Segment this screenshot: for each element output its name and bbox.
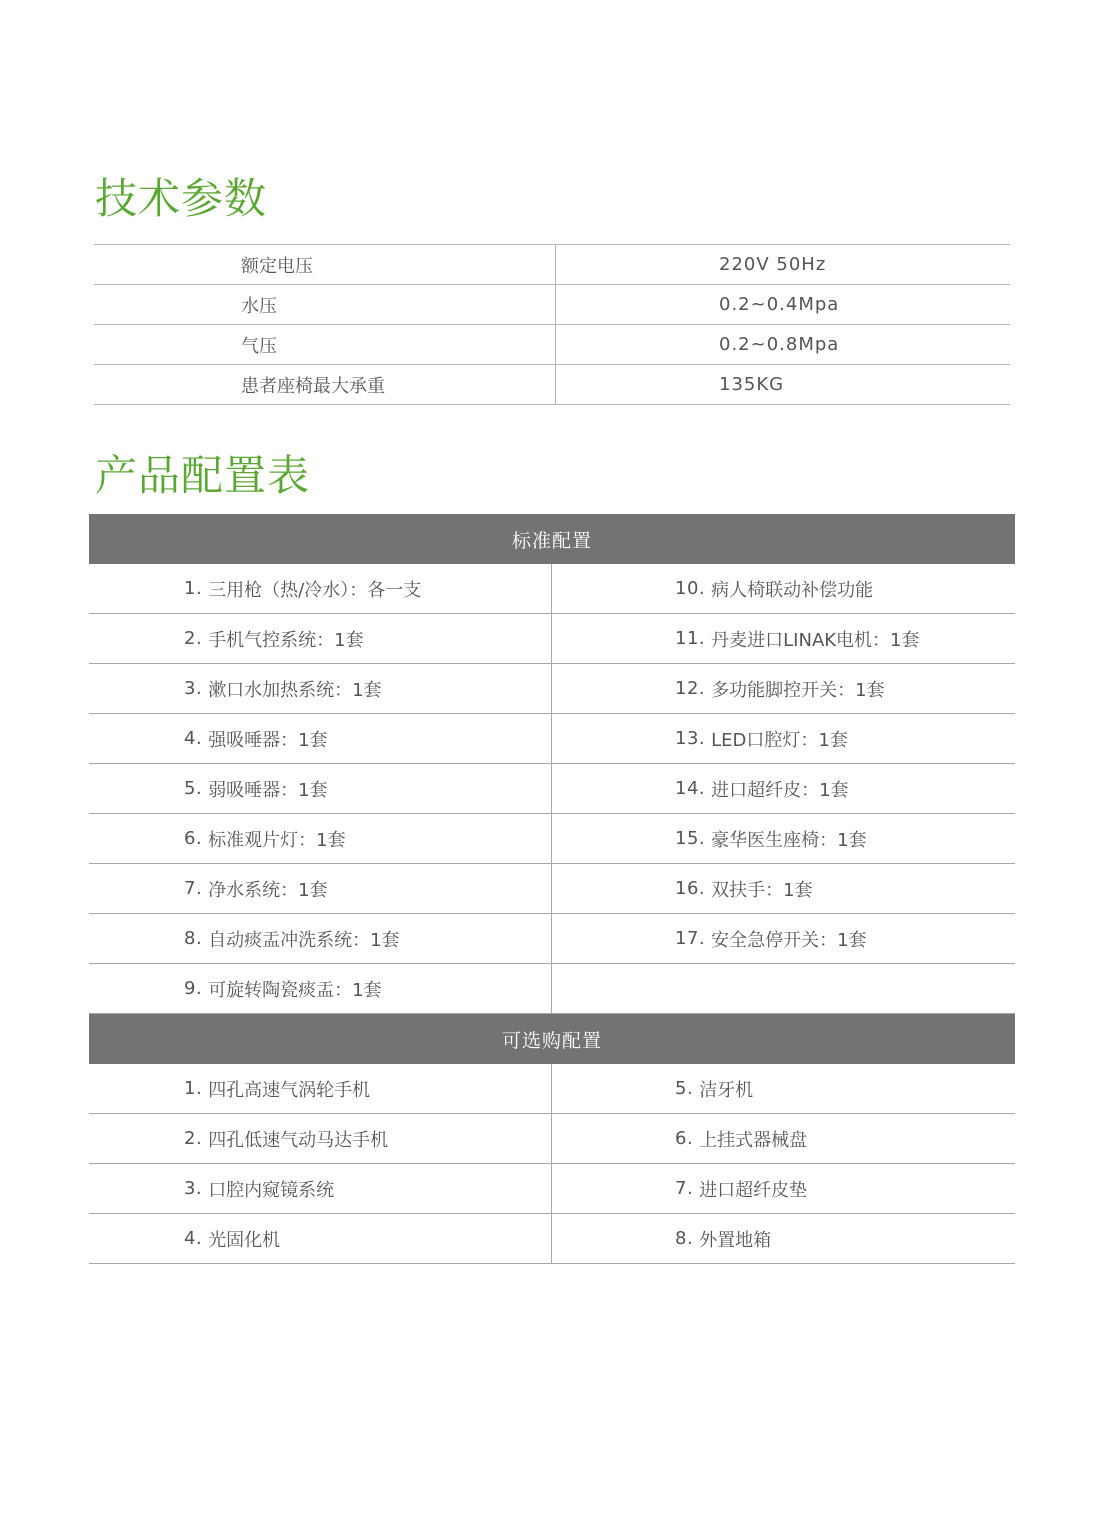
config-item-right (552, 1214, 1015, 1263)
config-item-right (552, 764, 1015, 813)
config-row (89, 1164, 1015, 1214)
optional-config-rows (89, 1064, 1015, 1264)
spec-value: 0.2~0.8Mpa (719, 334, 840, 355)
item-text: 可旋转陶瓷痰盂：1套 (208, 979, 382, 1001)
config-item-left (89, 764, 552, 813)
item-text: 手机气控系统：1套 (208, 629, 364, 651)
config-item-left (89, 714, 552, 763)
item-text: 进口超纤皮垫 (699, 1179, 808, 1201)
config-row (89, 764, 1015, 814)
item-number: 12. (675, 678, 706, 699)
item-number: 10. (675, 578, 706, 599)
item-text: 外置地箱 (699, 1229, 772, 1251)
config-row (89, 1064, 1015, 1114)
item-text: 病人椅联动补偿功能 (711, 579, 874, 601)
item-number: 3. (184, 1178, 203, 1199)
item-number: 5. (184, 778, 203, 799)
item-text: 四孔低速气动马达手机 (208, 1129, 389, 1151)
spec-value: 135KG (719, 374, 785, 395)
config-item-left (89, 914, 552, 963)
item-number: 2. (184, 628, 203, 649)
item-number: 7. (675, 1178, 694, 1199)
config-item-left (89, 864, 552, 913)
item-text: LED口腔灯：1套 (711, 729, 848, 751)
item-text: 强吸唾器：1套 (208, 729, 328, 751)
item-text: 三用枪（热/冷水）：各一支 (208, 579, 422, 601)
item-text: 双扶手：1套 (711, 879, 813, 901)
config-item-right (552, 1114, 1015, 1163)
config-row (89, 564, 1015, 614)
optional-config-header: 可选购配置 (89, 1014, 1015, 1064)
item-text: 多功能脚控开关：1套 (711, 679, 885, 701)
item-number: 6. (184, 828, 203, 849)
item-number: 17. (675, 928, 706, 949)
item-number: 16. (675, 878, 706, 899)
item-text: 安全急停开关：1套 (711, 929, 867, 951)
config-row (89, 714, 1015, 764)
config-item-right (552, 614, 1015, 663)
item-number: 11. (675, 628, 706, 649)
config-row (89, 864, 1015, 914)
item-number: 4. (184, 1228, 203, 1249)
item-number: 7. (184, 878, 203, 899)
item-text: 上挂式器械盘 (699, 1129, 808, 1151)
item-text: 口腔内窥镜系统 (208, 1179, 335, 1201)
item-text: 丹麦进口LINAK电机：1套 (711, 629, 920, 651)
config-item-right (552, 964, 1015, 1013)
config-item-right (552, 564, 1015, 613)
config-item-left (89, 1064, 552, 1113)
item-number: 1. (184, 578, 203, 599)
config-item-left (89, 664, 552, 713)
spec-value: 0.2~0.4Mpa (719, 294, 840, 315)
config-table (89, 514, 1015, 1264)
item-number: 3. (184, 678, 203, 699)
config-item-right (552, 714, 1015, 763)
config-row (89, 914, 1015, 964)
spec-row (94, 325, 1010, 365)
config-item-left (89, 1214, 552, 1263)
item-text: 标准观片灯：1套 (208, 829, 346, 851)
config-row (89, 814, 1015, 864)
item-text: 光固化机 (208, 1229, 281, 1251)
config-row (89, 664, 1015, 714)
config-item-left (89, 1164, 552, 1213)
item-number: 5. (675, 1078, 694, 1099)
config-item-left (89, 814, 552, 863)
standard-config-header: 标准配置 (89, 514, 1015, 564)
specs-table (94, 244, 1010, 405)
item-number: 13. (675, 728, 706, 749)
spec-label: 水压 (94, 285, 556, 324)
config-item-right (552, 814, 1015, 863)
item-number: 8. (184, 928, 203, 949)
item-number: 15. (675, 828, 706, 849)
config-row (89, 1114, 1015, 1164)
spec-label: 气压 (94, 325, 556, 364)
config-item-right (552, 864, 1015, 913)
item-number: 14. (675, 778, 706, 799)
item-number: 9. (184, 978, 203, 999)
config-item-left (89, 614, 552, 663)
item-text: 自动痰盂冲洗系统：1套 (208, 929, 400, 951)
config-item-left (89, 564, 552, 613)
item-text: 洁牙机 (699, 1079, 754, 1101)
config-row (89, 964, 1015, 1014)
item-text: 漱口水加热系统：1套 (208, 679, 382, 701)
spec-label: 患者座椅最大承重 (94, 365, 556, 404)
item-number: 4. (184, 728, 203, 749)
item-text: 弱吸唾器：1套 (208, 779, 328, 801)
config-row (89, 1214, 1015, 1264)
config-item-right (552, 1164, 1015, 1213)
item-text: 豪华医生座椅：1套 (711, 829, 867, 851)
spec-label: 额定电压 (94, 245, 556, 284)
standard-config-rows (89, 564, 1015, 1014)
item-number: 2. (184, 1128, 203, 1149)
spec-row (94, 365, 1010, 405)
config-item-right (552, 664, 1015, 713)
spec-value: 220V 50Hz (719, 254, 827, 275)
item-number: 8. (675, 1228, 694, 1249)
config-row (89, 614, 1015, 664)
config-item-left (89, 1114, 552, 1163)
item-text: 净水系统：1套 (208, 879, 328, 901)
item-number: 1. (184, 1078, 203, 1099)
config-item-right (552, 1064, 1015, 1113)
item-number: 6. (675, 1128, 694, 1149)
item-text: 四孔高速气涡轮手机 (208, 1079, 371, 1101)
config-item-right (552, 914, 1015, 963)
spec-row (94, 285, 1010, 325)
config-item-left (89, 964, 552, 1013)
config-title: 产品配置表 (95, 451, 311, 500)
spec-row (94, 245, 1010, 285)
specs-title: 技术参数 (95, 174, 268, 223)
item-text: 进口超纤皮：1套 (711, 779, 849, 801)
